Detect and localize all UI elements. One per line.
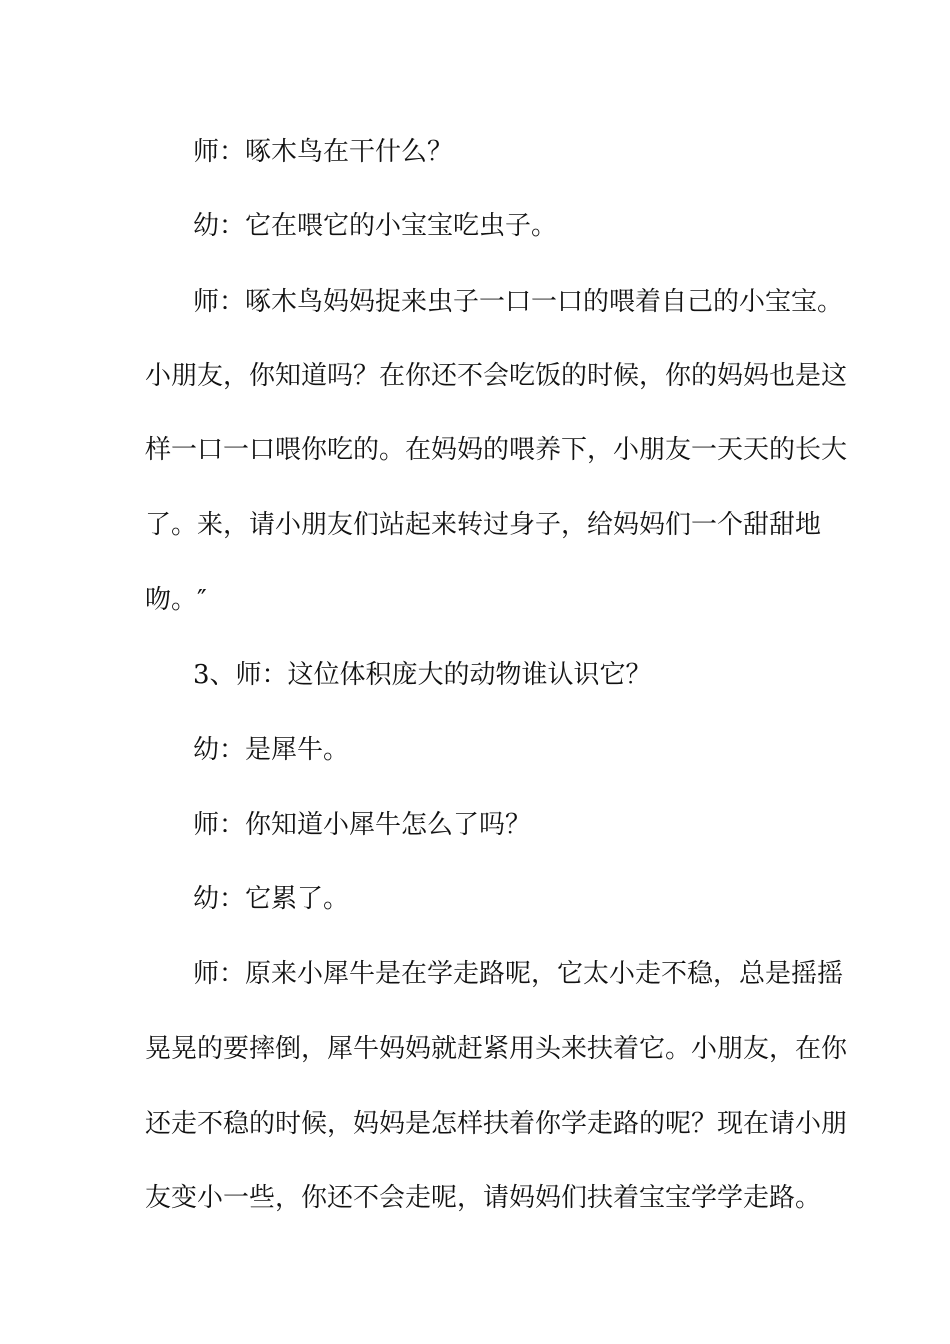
paragraph-line: 了。来，请小朋友们站起来转过身子，给妈妈们一个甜甜地	[145, 510, 822, 540]
dialogue-line: 3、师：这位体积庞大的动物谁认识它？	[193, 660, 652, 690]
paragraph-line: 样一口一口喂你吃的。在妈妈的喂养下，小朋友一天天的长大	[145, 435, 848, 465]
paragraph-line: 晃晃的要摔倒，犀牛妈妈就赶紧用头来扶着它。小朋友，在你	[145, 1034, 848, 1064]
paragraph-line: 师：啄木鸟妈妈捉来虫子一口一口的喂着自己的小宝宝。	[193, 287, 844, 317]
dialogue-line: 幼：它累了。	[193, 884, 350, 914]
dialogue-line: 师：你知道小犀牛怎么了吗？	[193, 810, 532, 840]
paragraph-line: 吻。″	[145, 585, 207, 615]
paragraph-line: 友变小一些，你还不会走呢，请妈妈们扶着宝宝学学走路。	[145, 1183, 822, 1213]
paragraph-line: 还走不稳的时候，妈妈是怎样扶着你学走路的呢？现在请小朋	[145, 1109, 848, 1139]
paragraph-line: 小朋友，你知道吗？在你还不会吃饭的时候，你的妈妈也是这	[145, 361, 848, 391]
dialogue-line: 幼：它在喂它的小宝宝吃虫子。	[193, 211, 558, 241]
dialogue-line: 幼：是犀牛。	[193, 735, 350, 765]
paragraph-line: 师：原来小犀牛是在学走路呢，它太小走不稳，总是摇摇	[193, 959, 844, 989]
dialogue-line: 师：啄木鸟在干什么？	[193, 137, 454, 167]
